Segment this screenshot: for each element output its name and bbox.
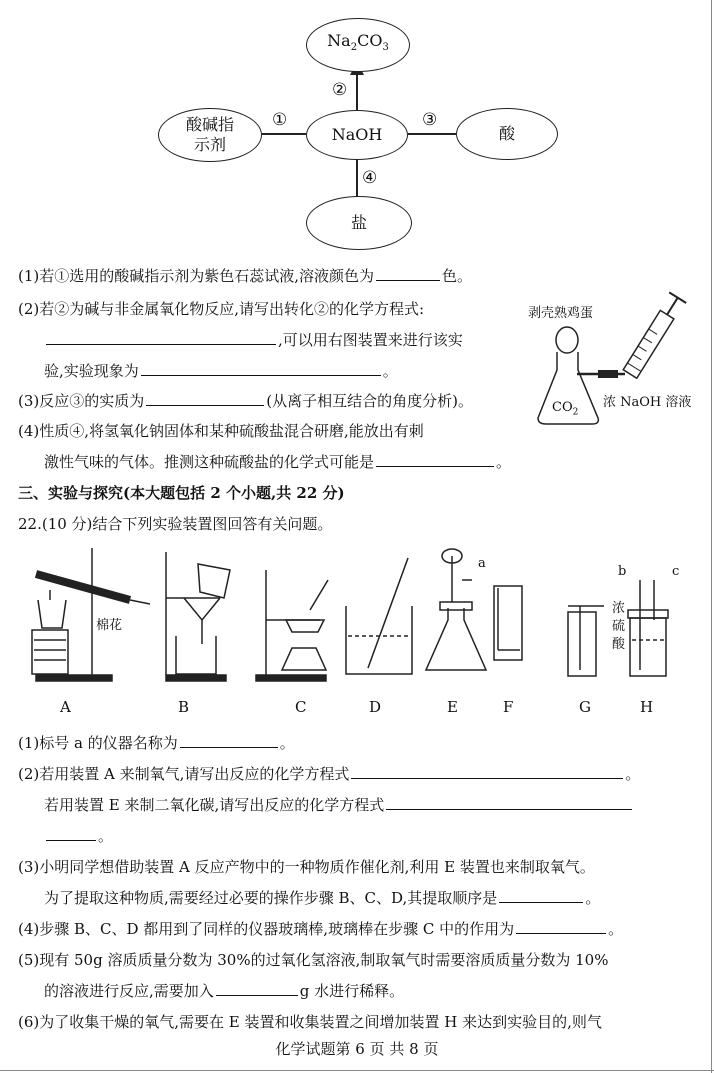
part-4: (4)步骤 B、C、D 都用到了同样的仪器玻璃棒,玻璃棒在步骤 C 中的作用为 。 <box>18 920 624 938</box>
answer-blank[interactable] <box>180 733 278 748</box>
edge-4 <box>356 158 358 198</box>
answer-blank[interactable] <box>376 266 440 281</box>
part-1: (1)标号 a 的仪器名称为 。 <box>18 734 295 752</box>
node-acid: 酸 <box>456 108 558 160</box>
answer-blank[interactable] <box>351 764 623 779</box>
answer-blank[interactable] <box>386 795 632 810</box>
part-5-line2: 的溶液进行反应,需要加入 g 水进行稀释。 <box>44 982 405 1000</box>
node-na2co3: $Na_2CO_3$ <box>306 18 410 72</box>
question-2-line3: 验,实验现象为 。 <box>44 362 398 380</box>
answer-blank[interactable] <box>46 330 276 345</box>
part-2-line2: 若用装置 E 来制二氧化碳,请写出反应的化学方程式 <box>44 794 634 815</box>
question-22-title: 22.(10 分)结合下列实验装置图回答有关问题。 <box>18 515 333 533</box>
acid-label: 浓硫酸 <box>612 601 626 652</box>
answer-blank[interactable] <box>516 919 606 934</box>
label-4: ④ <box>362 168 378 188</box>
node-salt: 盐 <box>306 196 412 250</box>
node-indicator: 酸碱指示剂 <box>158 108 262 162</box>
part-6-line1: (6)为了收集干燥的氧气,需要在 E 装置和收集装置之间增加装置 H 来达到实验目的,则气 <box>18 1013 602 1031</box>
label-d: D <box>369 698 382 716</box>
edge-3 <box>408 133 456 135</box>
label-2: ② <box>332 80 348 100</box>
answer-blank[interactable] <box>141 361 381 376</box>
label-f: F <box>503 698 514 716</box>
question-3: (3)反应③的实质为 (从离子相互结合的角度分析)。 <box>18 392 473 410</box>
label-3: ③ <box>422 110 438 130</box>
label-a: A <box>60 698 71 716</box>
mark-c: c <box>672 564 680 579</box>
question-4-line2: 激性气味的气体。推测这种硫酸盐的化学式可能是 。 <box>44 453 512 471</box>
co2-label: $CO_2$ <box>552 400 579 418</box>
naoh-solution-label: 浓 NaOH 溶液 <box>603 395 692 410</box>
part-2-line1: (2)若用装置 A 来制氧气,请写出反应的化学方程式 。 <box>18 765 641 783</box>
mark-b: b <box>618 564 627 579</box>
question-1: (1)若①选用的酸碱指示剂为紫色石蕊试液,溶液颜色为 色。 <box>18 267 473 285</box>
answer-blank[interactable] <box>216 981 298 996</box>
question-2-line1: (2)若②为碱与非金属氧化物反应,请写出转化②的化学方程式: <box>18 300 425 318</box>
label-1: ① <box>272 110 288 130</box>
part-3-line1: (3)小明同学想借助装置 A 反应产物中的一种物质作催化剂,利用 E 装置也来制取氧气。 <box>18 858 595 876</box>
page-footer: 化学试题第 6 页 共 8 页 <box>275 1040 439 1058</box>
part-2-line3: 。 <box>44 825 113 846</box>
answer-blank[interactable] <box>499 888 583 903</box>
node-naoh: NaOH <box>306 110 408 160</box>
cotton-label: 棉花 <box>96 618 123 633</box>
label-e: E <box>447 698 458 716</box>
part-5-line1: (5)现有 50g 溶质质量分数为 30%的过氧化氢溶液,制取氧气时需要溶质质量分数为 10% <box>18 951 609 969</box>
section-heading: 三、实验与探究(本大题包括 2 个小题,共 22 分) <box>18 484 345 502</box>
label-h: H <box>640 698 654 716</box>
edge-1 <box>262 133 306 135</box>
part-3-line2: 为了提取这种物质,需要经过必要的操作步骤 B、C、D,其提取顺序是 。 <box>44 889 601 907</box>
egg-label: 剥壳熟鸡蛋 <box>528 306 594 321</box>
page-border-bottom <box>0 1070 714 1071</box>
label-g: G <box>579 698 591 716</box>
mark-a: a <box>478 556 486 571</box>
page-border-right <box>711 0 712 1073</box>
label-c: C <box>295 698 307 716</box>
question-4-line1: (4)性质④,将氢氧化钠固体和某种硫酸盐混合研磨,能放出有刺 <box>18 422 424 440</box>
question-2-line2: ,可以用右图装置来进行该实 <box>44 329 463 350</box>
label-b: B <box>178 698 190 716</box>
edge-2 <box>356 70 358 112</box>
answer-blank[interactable] <box>376 452 494 467</box>
answer-blank[interactable] <box>146 391 264 406</box>
answer-blank[interactable] <box>46 826 96 841</box>
